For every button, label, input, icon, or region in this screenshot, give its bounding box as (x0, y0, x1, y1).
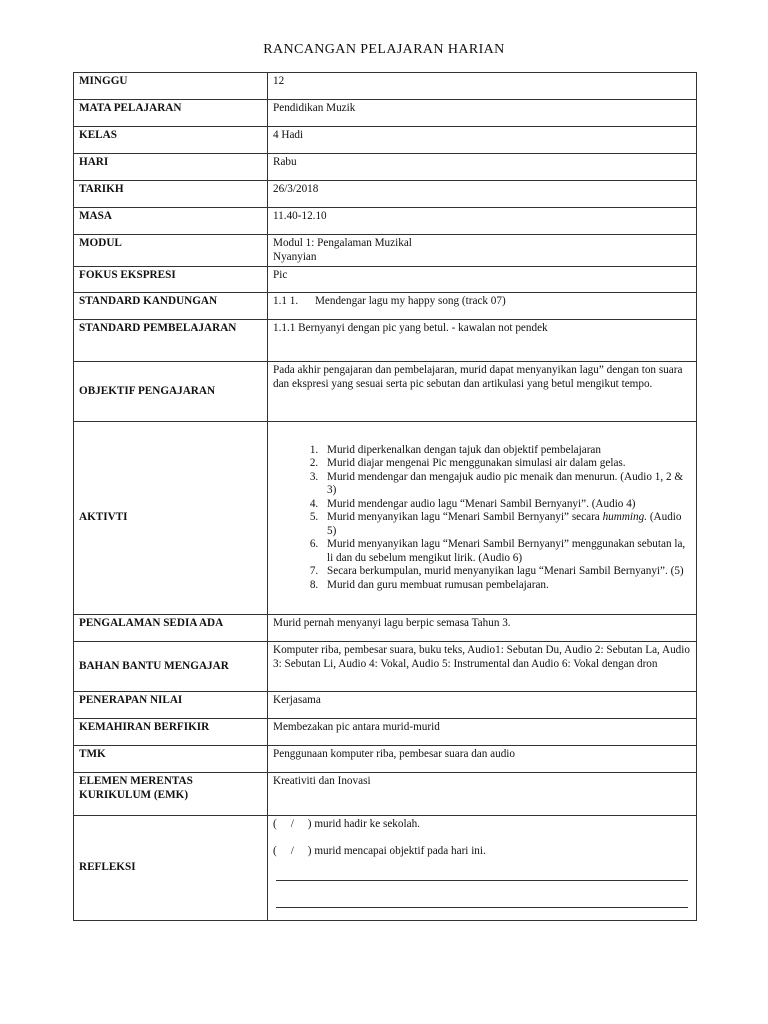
row-value (268, 235, 697, 267)
row-value: Pendidikan Muzik (268, 100, 697, 127)
row-label: ELEMEN MERENTAS KURIKULUM (EMK) (74, 773, 268, 816)
module-topic: Nyanyian (273, 250, 317, 263)
row-label: PENGALAMAN SEDIA ADA (74, 615, 268, 642)
table-row (74, 692, 697, 719)
row-label: AKTIVTI (74, 422, 268, 615)
table-row (74, 615, 697, 642)
table-row (74, 816, 697, 921)
row-label: KEMAHIRAN BERFIKIR (74, 719, 268, 746)
row-label: BAHAN BANTU MENGAJAR (74, 642, 268, 692)
row-value: 4 Hadi (268, 127, 697, 154)
table-row (74, 719, 697, 746)
table-row (74, 320, 697, 362)
row-label: KELAS (74, 127, 268, 154)
list-item: 4. Murid mendengar audio lagu “Menari Sambil Bernyanyi”. (Audio 4) (321, 498, 691, 512)
table-row (74, 422, 697, 615)
row-value: Membezakan pic antara murid-murid (268, 719, 697, 746)
row-value: Kreativiti dan Inovasi (268, 773, 697, 816)
table-row (74, 127, 697, 154)
row-value: Penggunaan komputer riba, pembesar suara dan audio (268, 746, 697, 773)
list-item: 3. Murid mendengar dan mengajuk audio pic menaik dan menurun. (Audio 1, 2 & 3) (321, 471, 691, 498)
table-row (74, 293, 697, 320)
row-label: STANDARD PEMBELAJARAN (74, 320, 268, 362)
document-title: RANCANGAN PELAJARAN HARIAN (263, 42, 505, 57)
row-label: MATA PELAJARAN (74, 100, 268, 127)
blank-line (276, 880, 688, 881)
row-label: MODUL (74, 235, 268, 267)
row-value: Pic (268, 267, 697, 293)
list-item-tail: (Audio 5) (327, 511, 682, 537)
activity-cell (268, 422, 697, 615)
row-label: HARI (74, 154, 268, 181)
row-value: Komputer riba, pembesar suara, buku teks, Audio1: Sebutan Du, Audio 2: Sebutan La, Audio 3: Sebutan Li, Audio 4: Vokal, Audio 5: Instrumental dan Audio 6: Vokal dengan dron (268, 642, 697, 692)
table-row (74, 208, 697, 235)
list-item: 1. Murid diperkenalkan dengan tajuk dan objektif pembelajaran (321, 444, 691, 458)
list-item: 2. Murid diajar mengenai Pic menggunakan simulasi air dalam gelas. (321, 457, 691, 471)
table-row (74, 73, 697, 100)
row-value: 26/3/2018 (268, 181, 697, 208)
table-row (74, 773, 697, 816)
row-label: PENERAPAN NILAI (74, 692, 268, 719)
row-label: REFLEKSI (74, 816, 268, 921)
list-item: 7. Secara berkumpulan, murid menyanyikan lagu “Menari Sambil Bernyanyi”. (5) (321, 565, 691, 579)
row-value: Kerjasama (268, 692, 697, 719)
list-item-italic: humming. (602, 511, 648, 524)
row-value: 12 (268, 73, 697, 100)
row-label: TARIKH (74, 181, 268, 208)
row-value: Pada akhir pengajaran dan pembelajaran, murid dapat menyanyikan lagu” dengan ton suara dan ekspresi yang sesuai serta pic sebutan dan artikulasi yang betul mengikut tempo. (268, 362, 697, 422)
row-label: TMK (74, 746, 268, 773)
module-name: Modul 1: Pengalaman Muzikal (273, 237, 412, 249)
row-value: Murid pernah menyanyi lagu berpic semasa Tahun 3. (268, 615, 697, 642)
table-row (74, 362, 697, 422)
table-row (74, 235, 697, 267)
row-value: Rabu (268, 154, 697, 181)
table-row (74, 642, 697, 692)
row-label: MASA (74, 208, 268, 235)
lesson-plan-table (73, 72, 697, 921)
row-label: FOKUS EKSPRESI (74, 267, 268, 293)
activity-list (273, 444, 691, 593)
row-label: MINGGU (74, 73, 268, 100)
reflection-cell (268, 816, 697, 921)
table-row (74, 154, 697, 181)
list-item: 6. Murid menyanyikan lagu “Menari Sambil Bernyanyi” menggunakan sebutan la, li dan du sebelum mengikut lirik. (Audio 6) (321, 538, 691, 565)
row-value: 1.1 1. Mendengar lagu my happy song (track 07) (268, 293, 697, 320)
row-label: STANDARD KANDUNGAN (74, 293, 268, 320)
row-label: OBJEKTIF PENGAJARAN (74, 362, 268, 422)
table-row (74, 267, 697, 293)
blank-line (276, 907, 688, 908)
attendance-line: ( / ) murid hadir ke sekolah. (273, 818, 420, 830)
objective-line: ( / ) murid mencapai objektif pada hari ini. (273, 844, 486, 857)
list-item-text: Murid menyanyikan lagu “Menari Sambil Bernyanyi” secara (327, 511, 600, 524)
table-row (74, 746, 697, 773)
table-row (74, 181, 697, 208)
row-value: 11.40-12.10 (268, 208, 697, 235)
list-item (321, 511, 691, 538)
list-item: 8. Murid dan guru membuat rumusan pembelajaran. (321, 579, 691, 593)
table-row (74, 100, 697, 127)
row-value: 1.1.1 Bernyanyi dengan pic yang betul. - kawalan not pendek (268, 320, 697, 362)
